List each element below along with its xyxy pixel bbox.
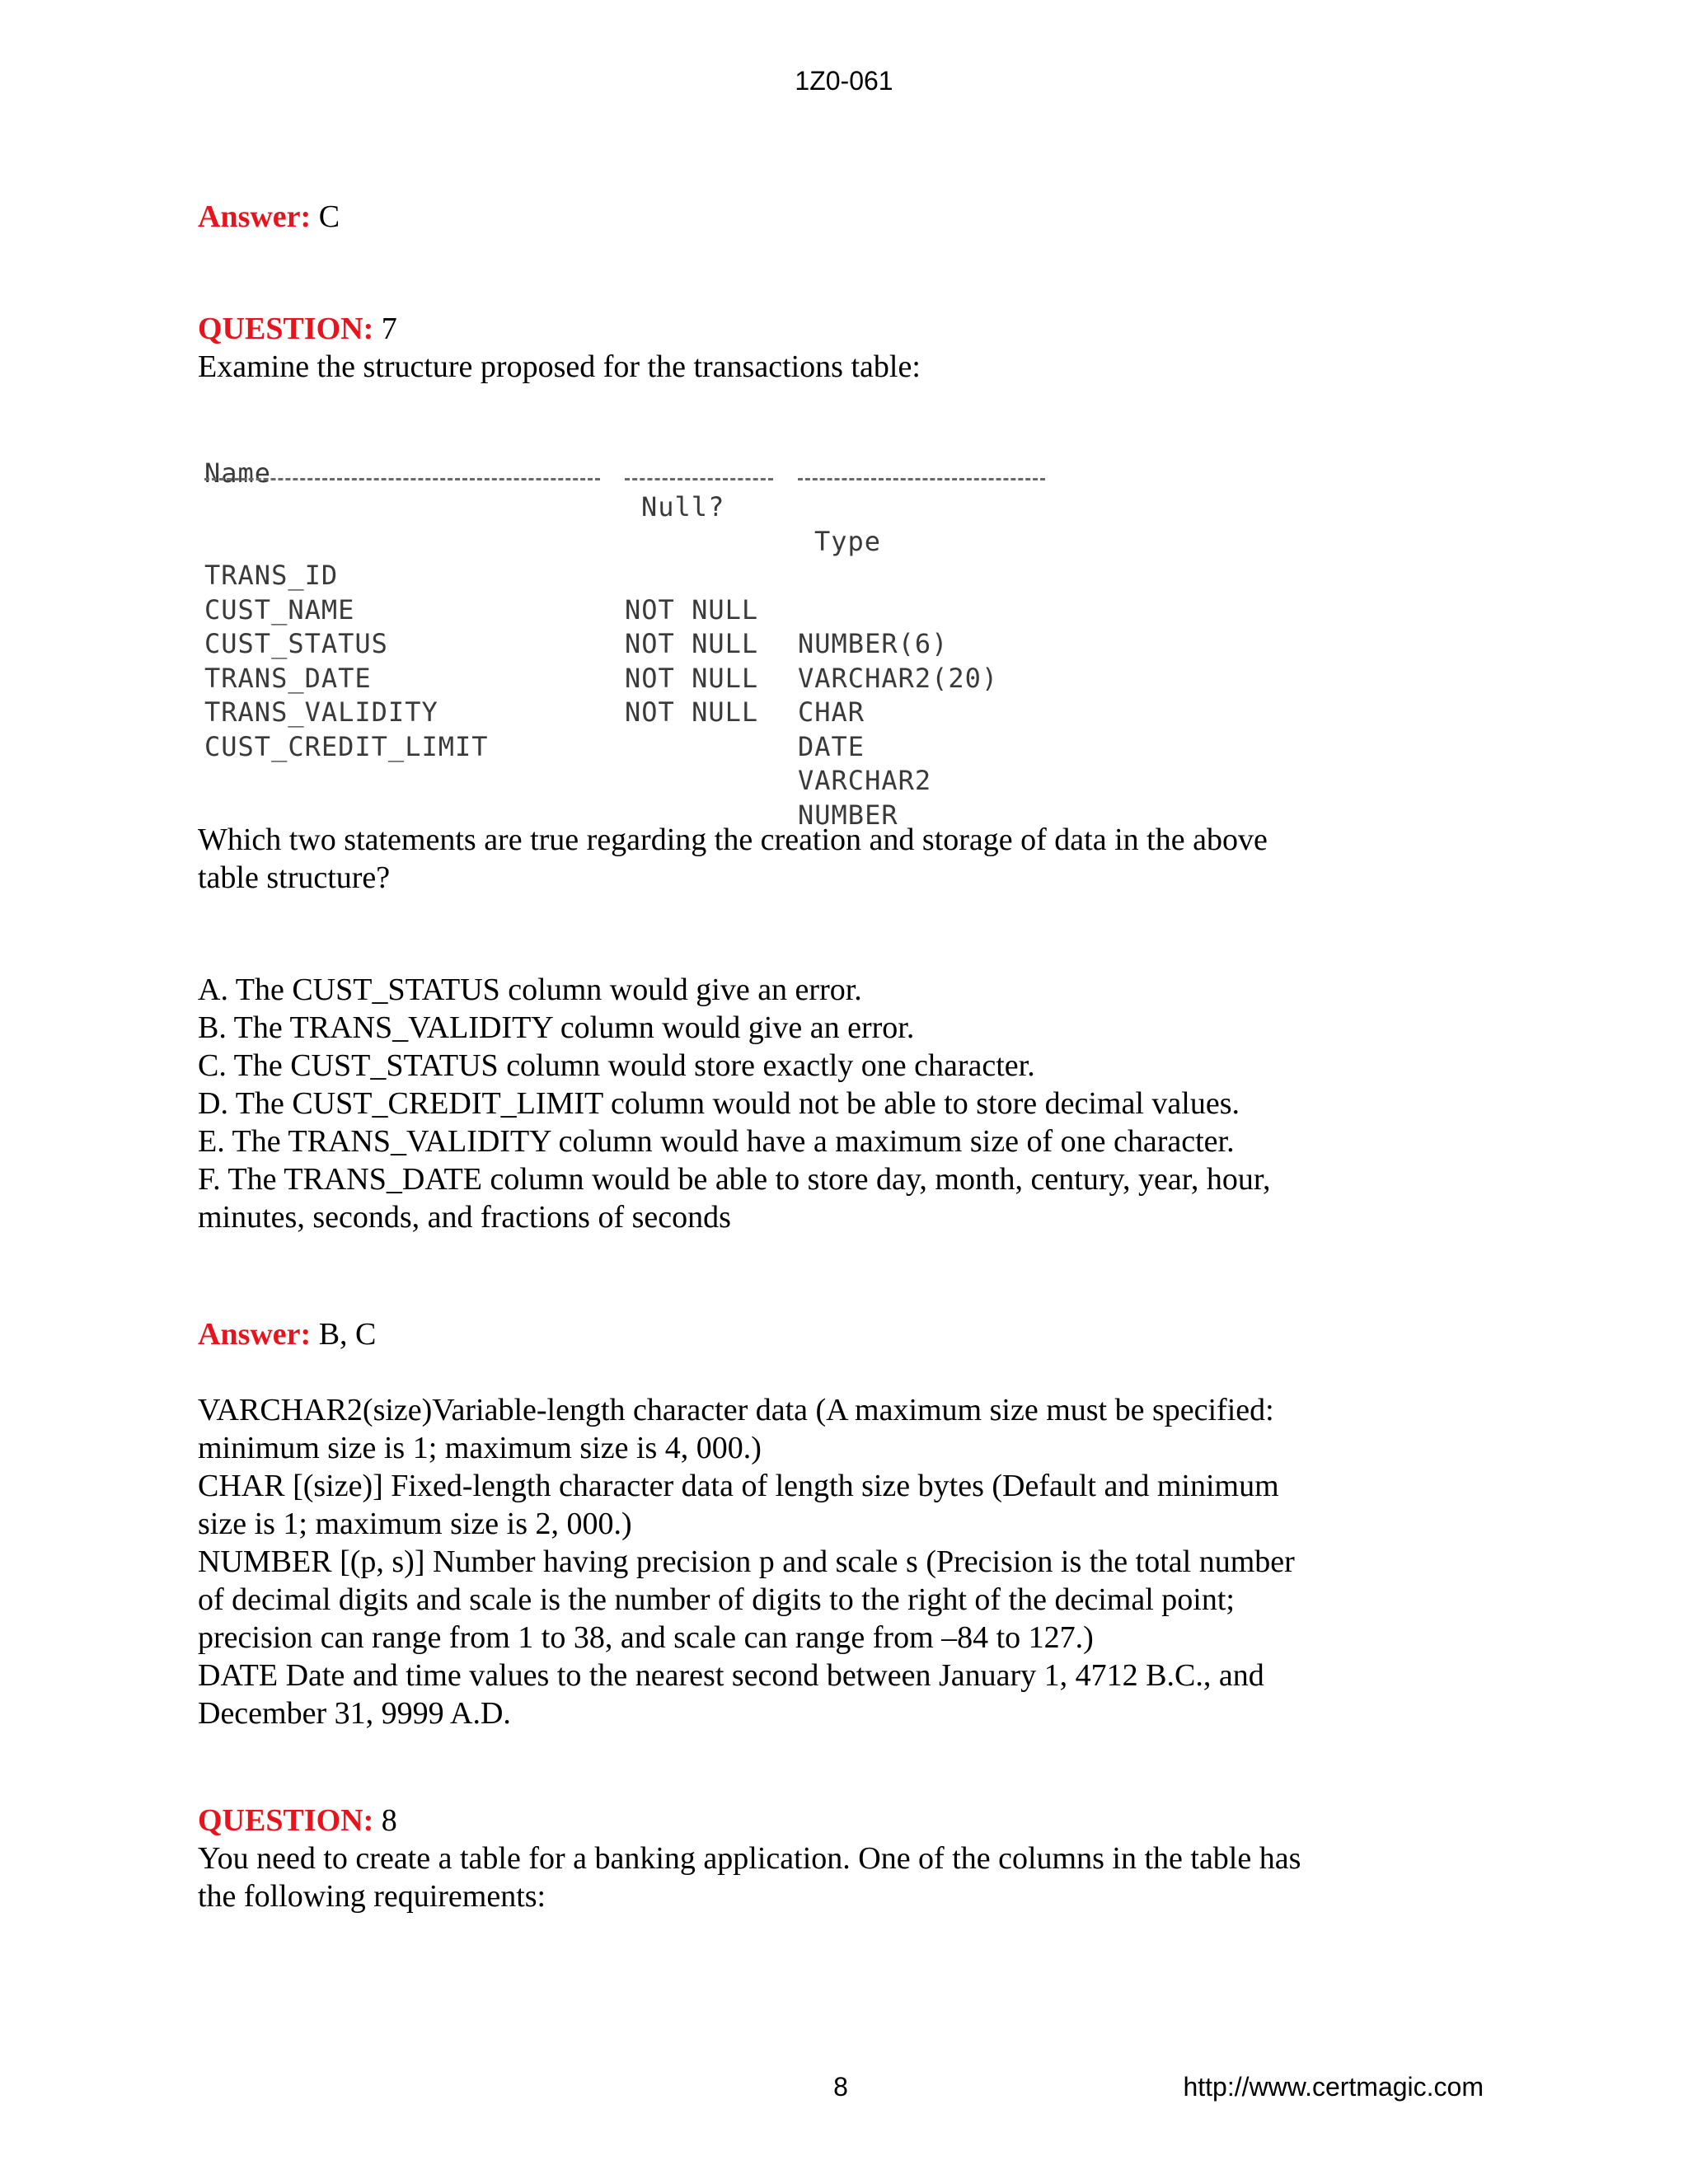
schema-col-type: VARCHAR2(20) xyxy=(798,662,999,694)
schema-col-name: TRANS_ID xyxy=(204,560,339,591)
table-structure xyxy=(204,422,1062,831)
schema-header-null: Null? xyxy=(641,491,725,523)
question-7-text xyxy=(198,821,1418,897)
schema-col-null: NOT NULL xyxy=(625,696,759,728)
schema-header-type: Type xyxy=(814,525,882,557)
option-d: D. The CUST_CREDIT_LIMIT column would not be able to store decimal values. xyxy=(198,1086,1240,1121)
explanation-line: size is 1; maximum size is 2, 000.) xyxy=(198,1507,632,1541)
question-7-options xyxy=(198,971,1418,1236)
schema-divider-name xyxy=(204,478,600,480)
schema-header-name: Name xyxy=(204,457,272,489)
answer-value: C xyxy=(318,199,340,234)
option-a: A. The CUST_STATUS column would give an error. xyxy=(198,972,862,1007)
schema-col-name: TRANS_VALIDITY xyxy=(204,696,438,728)
schema-col-null: NOT NULL xyxy=(625,662,759,694)
schema-divider-null xyxy=(625,478,773,480)
schema-col-null: NOT NULL xyxy=(625,628,759,659)
option-b: B. The TRANS_VALIDITY column would give an error. xyxy=(198,1010,915,1045)
question-line: table structure? xyxy=(198,860,391,895)
schema-divider-type xyxy=(798,478,1045,480)
option-e: E. The TRANS_VALIDITY column would have a maximum size of one character. xyxy=(198,1124,1235,1159)
schema-col-name: CUST_STATUS xyxy=(204,628,388,659)
schema-divider-row xyxy=(204,457,1062,491)
explanation-line: VARCHAR2(size)Variable-length character data (A maximum size must be specified: xyxy=(198,1393,1274,1427)
question-7-explanation xyxy=(198,1391,1418,1732)
schema-col-type: VARCHAR2 xyxy=(798,765,932,796)
schema-col-name: CUST_CREDIT_LIMIT xyxy=(204,730,489,762)
explanation-line: NUMBER [(p, s)] Number having precision p and scale s (Precision is the total number xyxy=(198,1544,1295,1579)
option-f: F. The TRANS_DATE column would be able to store day, month, century, year, hour, xyxy=(198,1162,1271,1197)
option-c: C. The CUST_STATUS column would store exactly one character. xyxy=(198,1048,1035,1083)
explanation-line: CHAR [(size)] Fixed-length character data of length size bytes (Default and minimum xyxy=(198,1469,1279,1503)
question-number: 7 xyxy=(381,312,397,346)
question-label: QUESTION: xyxy=(198,312,374,346)
schema-col-name: TRANS_DATE xyxy=(204,662,372,694)
question-8 xyxy=(198,1802,1418,1915)
question-intro: Examine the structure proposed for the transactions table: xyxy=(198,349,921,384)
explanation-line: of decimal digits and scale is the number of digits to the right of the decimal point; xyxy=(198,1582,1235,1617)
schema-col-type: NUMBER xyxy=(798,799,898,831)
answer-label: Answer: xyxy=(198,1317,312,1352)
schema-spacer-row xyxy=(204,490,1062,525)
question-7-heading xyxy=(198,310,1418,386)
option-f-continued: minutes, seconds, and fractions of seconds xyxy=(198,1200,731,1235)
page-number: 8 xyxy=(833,2072,848,2102)
footer-url-link[interactable]: http://www.certmagic.com xyxy=(1183,2072,1484,2102)
question-intro-line: the following requirements: xyxy=(198,1879,546,1914)
schema-col-null: NOT NULL xyxy=(625,593,759,626)
schema-header-row xyxy=(204,422,1062,557)
answer-label: Answer: xyxy=(198,199,312,234)
schema-col-type: DATE xyxy=(798,730,865,762)
question-number: 8 xyxy=(381,1803,397,1838)
question-label: QUESTION: xyxy=(198,1803,374,1838)
answer-value: B, C xyxy=(318,1317,377,1352)
explanation-line: December 31, 9999 A.D. xyxy=(198,1696,511,1731)
question-line: Which two statements are true regarding the creation and storage of data in the above xyxy=(198,823,1268,857)
exam-code-header: 1Z0-061 xyxy=(795,66,893,96)
previous-answer xyxy=(198,198,1418,236)
explanation-line: DATE Date and time values to the nearest second between January 1, 4712 B.C., and xyxy=(198,1658,1264,1693)
explanation-line: precision can range from 1 to 38, and scale can range from –84 to 127.) xyxy=(198,1620,1094,1655)
question-7-answer xyxy=(198,1315,1418,1353)
question-intro-line: You need to create a table for a banking application. One of the columns in the table has xyxy=(198,1841,1301,1876)
schema-col-name: CUST_NAME xyxy=(204,593,355,626)
explanation-line: minimum size is 1; maximum size is 4, 000.) xyxy=(198,1431,762,1465)
schema-col-type: CHAR xyxy=(798,696,865,728)
schema-col-type: NUMBER(6) xyxy=(798,628,949,659)
